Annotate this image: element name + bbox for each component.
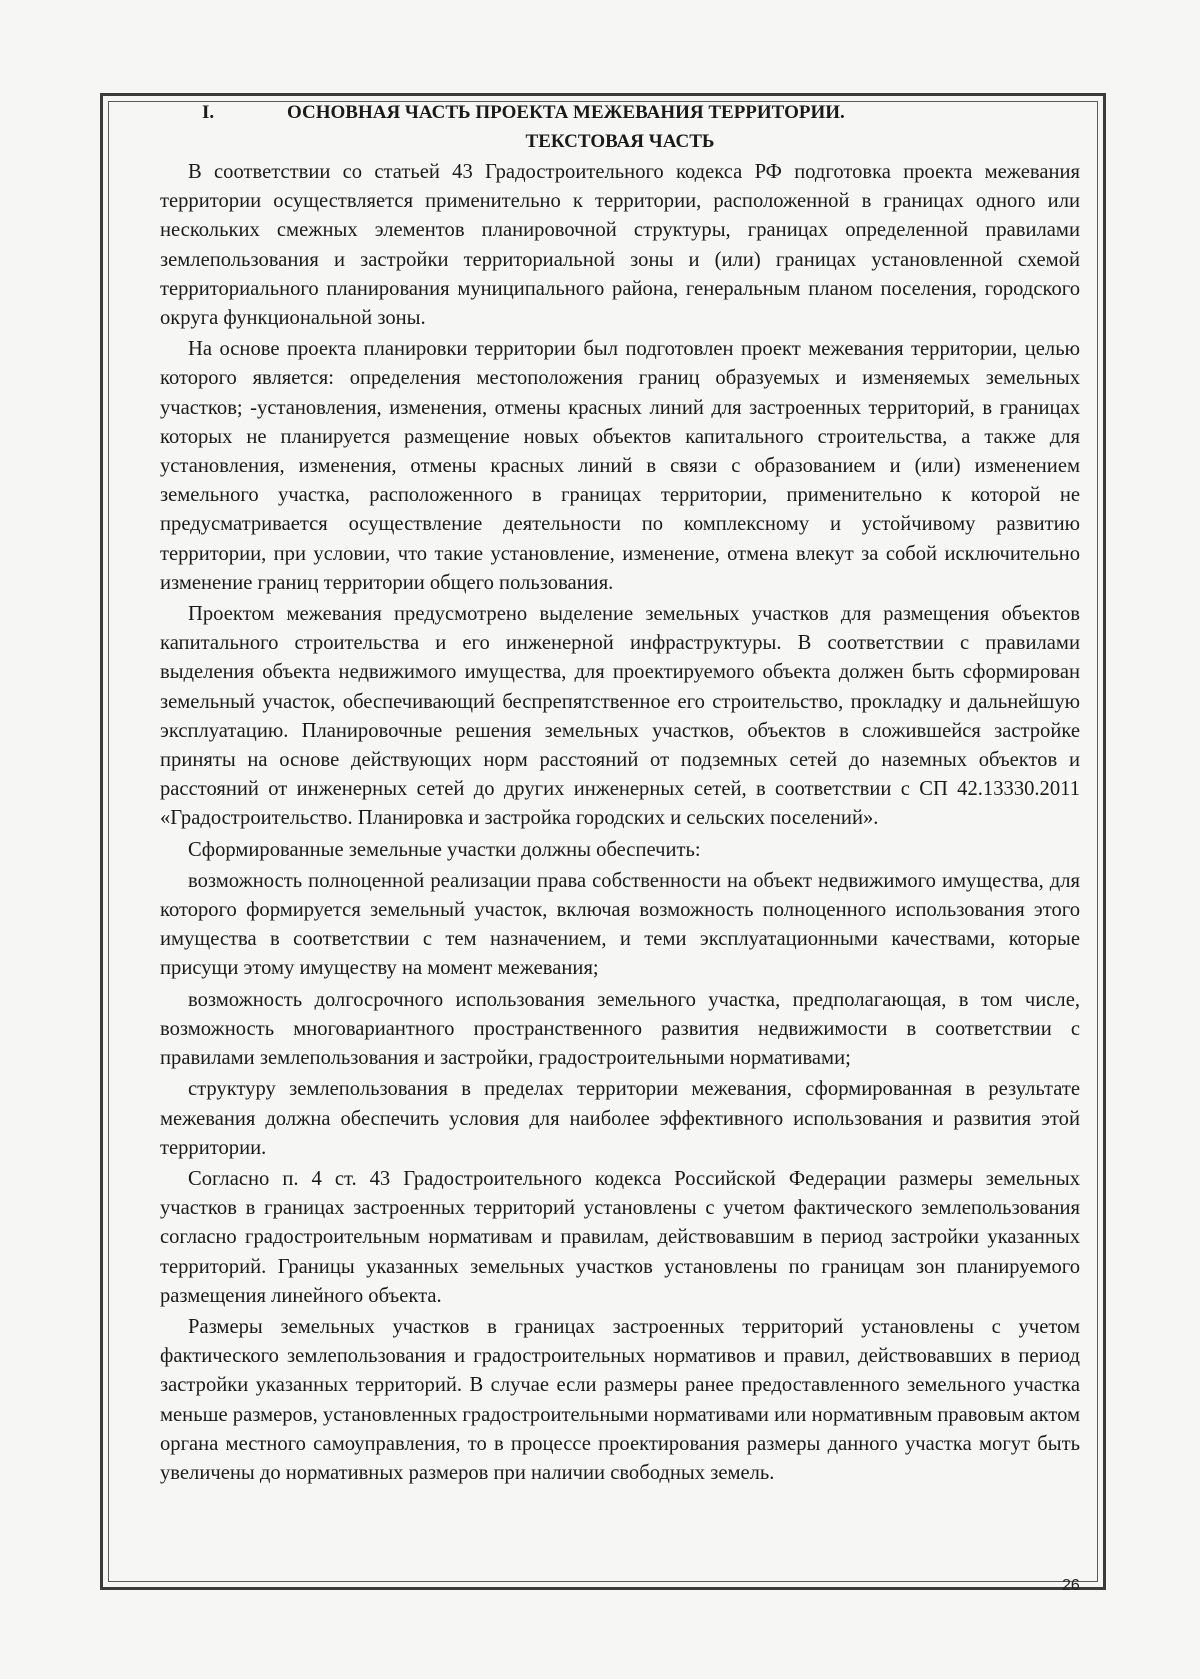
paragraph: возможность полноценной реализации права собственности на объект недвижимого имущества, для которого формируется земельный участок, включая возможность полноценного использования этого имущества в соответствии с тем назначением, и теми эксплуатационными качествами, которые присущи этому имуществу на момент межевания;	[160, 869, 1080, 980]
page-number: 26	[1062, 1577, 1080, 1594]
paragraph: Согласно п. 4 ст. 43 Градостроительного кодекса Российской Федерации размеры земельных участков в границах застроенных территорий установлены с учетом фактического землепользования согласно градостроительным нормативам и правилам, действовавшим в период застройки указанных территорий. Границы указанных земельных участков установлены по границам зон планируемого размещения линейного объекта.	[160, 1167, 1080, 1307]
document-body	[160, 98, 1080, 1490]
section-heading	[160, 98, 1080, 128]
section-subtitle: ТЕКСТОВАЯ ЧАСТЬ	[525, 131, 715, 152]
paragraph: Размеры земельных участков в границах застроенных территорий установлены с учетом фактического землепользования и градостроительных нормативов и правил, действовавших в период застройки указанных территорий. В случае если размеры ранее предоставленного земельного участка меньше размеров, установленных градостроительными нормативами или нормативным правовым актом органа местного самоуправления, то в процессе проектирования размеры данного участка могут быть увеличены до нормативных размеров при наличии свободных земель.	[160, 1315, 1080, 1484]
paragraph: Сформированные земельные участки должны обеспечить:	[188, 838, 701, 861]
paragraph: Проектом межевания предусмотрено выделение земельных участков для размещения объектов капитального строительства и его инженерной инфраструктуры. В соответствии с правилами выделения объекта недвижимого имущества, для проектируемого объекта должен быть сформирован земельный участок, обеспечивающий беспрепятственное его строительство, прокладку и дальнейшую эксплуатацию. Планировочные решения земельных участков, объектов в сложившейся застройке приняты на основе действующих норм расстояний от подземных сетей до наземных объектов и расстояний от инженерных сетей до других инженерных сетей, в соответствии с СП 42.13330.2011 «Градостроительство. Планировка и застройка городских и сельских поселений».	[160, 603, 1080, 830]
paragraph: возможность долгосрочного использования земельного участка, предполагающая, в том числе, возможность многовариантного пространственного развития недвижимости в соответствии с правилами землепользования и застройки, градостроительными нормативами;	[160, 988, 1080, 1070]
section-number: I.	[202, 102, 215, 123]
section-title: ОСНОВНАЯ ЧАСТЬ ПРОЕКТА МЕЖЕВАНИЯ ТЕРРИТОРИИ.	[287, 102, 845, 123]
paragraph: В соответствии со статьей 43 Градостроительного кодекса РФ подготовка проекта межевания территории осуществляется применительно к территории, расположенной в границах одного или нескольких смежных элементов планировочной структуры, границах определенной правилами землепользования и застройки территориальной зоны и (или) границах установленной схемой территориального планирования муниципального района, генеральным планом поселения, городского округа функциональной зоны.	[160, 161, 1080, 330]
paragraph: На основе проекта планировки территории был подготовлен проект межевания территории, целью которого является: определения местоположения границ образуемых и изменяемых земельных участков; -установления, изменения, отмены красных линий для застроенных территорий, в границах которых не планируется размещение новых объектов капитального строительства, а также для установления, изменения, отмены красных линий в связи с образованием и (или) изменением земельного участка, расположенного в границах территории, применительно к которой не предусматривается осуществление деятельности по комплексному и устойчивому развитию территории, при условии, что такие установление, изменение, отмена влекут за собой исключительно изменение границ территории общего пользования.	[160, 338, 1080, 594]
paragraph: структуру землепользования в пределах территории межевания, сформированная в результате межевания должна обеспечить условия для наиболее эффективного использования и развития этой территории.	[160, 1078, 1080, 1159]
